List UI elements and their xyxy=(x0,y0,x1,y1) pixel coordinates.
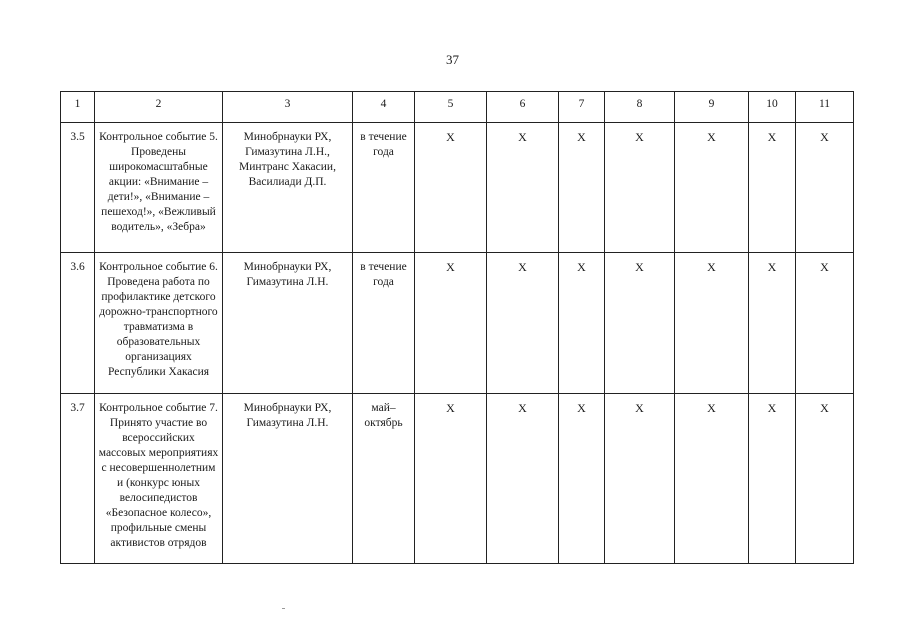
column-header: 4 xyxy=(353,92,415,123)
page-number: 37 xyxy=(446,52,459,67)
table-row xyxy=(61,253,854,394)
table-row xyxy=(61,394,854,564)
column-header: 6 xyxy=(487,92,559,123)
mark-cell: Х xyxy=(675,394,749,564)
responsible-executor: Минобрнауки РХ, Гимазутина Л.Н. xyxy=(223,253,353,394)
mark-cell: Х xyxy=(415,253,487,394)
plan-table xyxy=(60,91,854,564)
responsible-executor: Минобрнауки РХ, Гимазутина Л.Н., Минтранс Хакасии, Василиади Д.П. xyxy=(223,123,353,253)
mark-cell: Х xyxy=(605,123,675,253)
column-header: 9 xyxy=(675,92,749,123)
mark-cell: Х xyxy=(796,123,854,253)
column-header: 10 xyxy=(749,92,796,123)
term: в течение года xyxy=(353,123,415,253)
row-number: 3.5 xyxy=(61,123,95,253)
mark-cell: Х xyxy=(749,394,796,564)
column-header: 3 xyxy=(223,92,353,123)
mark-cell: Х xyxy=(675,123,749,253)
mark-cell: Х xyxy=(559,394,605,564)
term: в течение года xyxy=(353,253,415,394)
mark-cell: Х xyxy=(559,123,605,253)
mark-cell: Х xyxy=(487,394,559,564)
column-header: 2 xyxy=(95,92,223,123)
mark-cell: Х xyxy=(605,253,675,394)
mark-cell: Х xyxy=(675,253,749,394)
table-row xyxy=(61,123,854,253)
event-description: Контрольное событие 7. Принято участие во всероссийских массовых мероприятиях с несовершеннолетним и (конкурс юных велосипедистов «Безопасное колесо», профильные смены активистов отрядов xyxy=(95,394,223,564)
column-header: 1 xyxy=(61,92,95,123)
term: май–октябрь xyxy=(353,394,415,564)
mark-cell: Х xyxy=(796,394,854,564)
column-header: 8 xyxy=(605,92,675,123)
column-header: 7 xyxy=(559,92,605,123)
table-header-row xyxy=(61,92,854,123)
mark-cell: Х xyxy=(487,253,559,394)
row-number: 3.6 xyxy=(61,253,95,394)
mark-cell: Х xyxy=(487,123,559,253)
mark-cell: Х xyxy=(605,394,675,564)
responsible-executor: Минобрнауки РХ, Гимазутина Л.Н. xyxy=(223,394,353,564)
mark-cell: Х xyxy=(559,253,605,394)
mark-cell: Х xyxy=(749,253,796,394)
column-header: 11 xyxy=(796,92,854,123)
mark-cell: Х xyxy=(415,394,487,564)
scan-speck xyxy=(282,608,285,609)
event-description: Контрольное событие 5. Проведены широкомасштабные акции: «Внимание – дети!», «Внимание – пешеход!», «Вежливый водитель», «Зебра» xyxy=(95,123,223,253)
mark-cell: Х xyxy=(796,253,854,394)
mark-cell: Х xyxy=(415,123,487,253)
column-header: 5 xyxy=(415,92,487,123)
row-number: 3.7 xyxy=(61,394,95,564)
event-description: Контрольное событие 6. Проведена работа по профилактике детского дорожно-транспортного травматизма в образовательных организациях Республики Хакасия xyxy=(95,253,223,394)
mark-cell: Х xyxy=(749,123,796,253)
